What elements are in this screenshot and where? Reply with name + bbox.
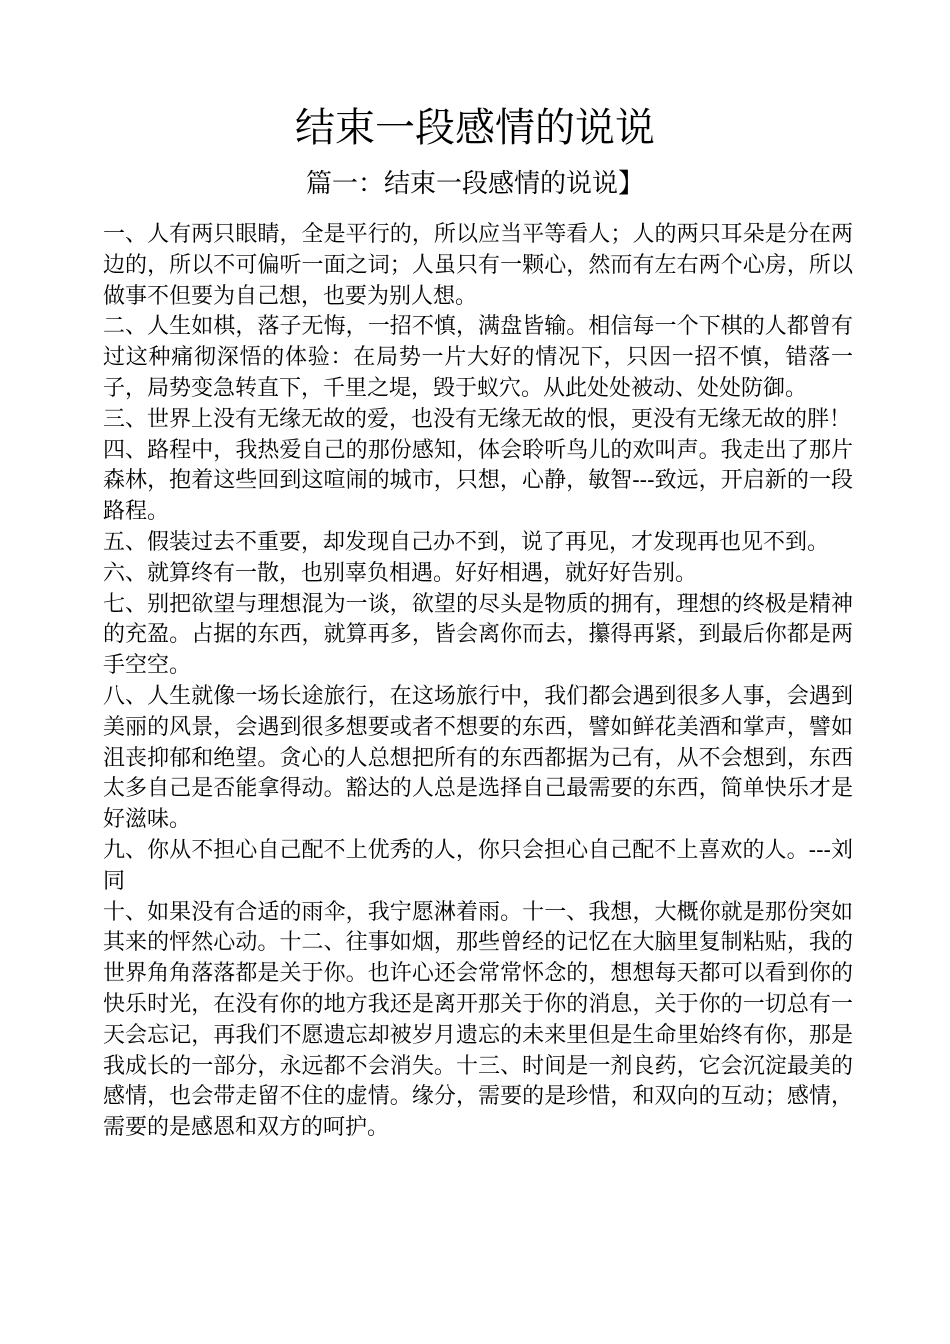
- document-subtitle: 篇一：结束一段感情的说说】: [305, 169, 644, 199]
- paragraph-3: 三、世界上没有无缘无故的爱，也没有无缘无故的恨，更没有无缘无故的胖！: [103, 406, 852, 432]
- paragraph-9: 九、你从不担心自己配不上优秀的人，你只会担心自己配不上喜欢的人。---刘同: [103, 837, 853, 894]
- paragraph-8: 八、人生就像一场长途旅行，在这场旅行中，我们都会遇到很多人事，会遇到美丽的风景，会遇到很多想要或者不想要的东西，譬如鲜花美酒和掌声，譬如沮丧抑郁和绝望。贪心的人总想把所有的东西都据为己有，从不会想到，东西太多自己是否能拿得动。豁达的人总是选择自己最需要的东西，简单快乐才是好滋味。: [103, 683, 853, 833]
- paragraph-2: 二、人生如棋，落子无悔，一招不慎，满盘皆输。相信每一个下棋的人都曾有过这种痛彻深悟的体验：在局势一片大好的情况下，只因一招不慎，错落一子，局势变急转直下，千里之堤，毁于蚁穴。从此处处被动、处处防御。: [103, 314, 853, 401]
- paragraph-4: 四、路程中，我热爱自己的那份感知，体会聆听鸟儿的欢叫声。我走出了那片森林，抱着这些回到这喧闹的城市，只想，心静，敏智---致远，开启新的一段路程。: [103, 437, 853, 525]
- paragraph-5: 五、假装过去不重要，却发现自己办不到，说了再见，才发现再也见不到。: [103, 529, 830, 555]
- paragraph-1: 一、人有两只眼睛，全是平行的，所以应当平等看人；人的两只耳朵是分在两边的，所以不可偏听一面之词；人虽只有一颗心，然而有左右两个心房，所以做事不但要为自己想，也要为别人想。: [103, 222, 853, 309]
- paragraph-7: 七、别把欲望与理想混为一谈，欲望的尽头是物质的拥有，理想的终极是精神的充盈。占据的东西，就算再多，皆会离你而去，攥得再紧，到最后你都是两手空空。: [103, 591, 853, 679]
- paragraph-10: 十、如果没有合适的雨伞，我宁愿淋着雨。十一、我想，大概你就是那份突如其来的怦然心动。十二、往事如烟，那些曾经的记忆在大脑里复制粘贴，我的世界角角落落都是关于你。也许心还会常常怀念的，想想每天都可以看到你的快乐时光，在没有你的地方我还是离开那关于你的消息，关于你的一切总有一天会忘记，再我们不愿遗忘却被岁月遗忘的未来里但是生命里始终有你，那是我成长的一部分，永远都不会消失。十三、时间是一剂良药，它会沉淀最美的感情，也会带走留不住的虚情。缘分，需要的是珍惜，和双向的互动；感情，需要的是感恩和双方的呵护。: [103, 899, 853, 1141]
- paragraph-6: 六、就算终有一散，也别辜负相遇。好好相遇，就好好告别。: [103, 560, 698, 586]
- document-title: 结束一段感情的说说: [295, 105, 655, 151]
- document-body: [103, 220, 853, 1144]
